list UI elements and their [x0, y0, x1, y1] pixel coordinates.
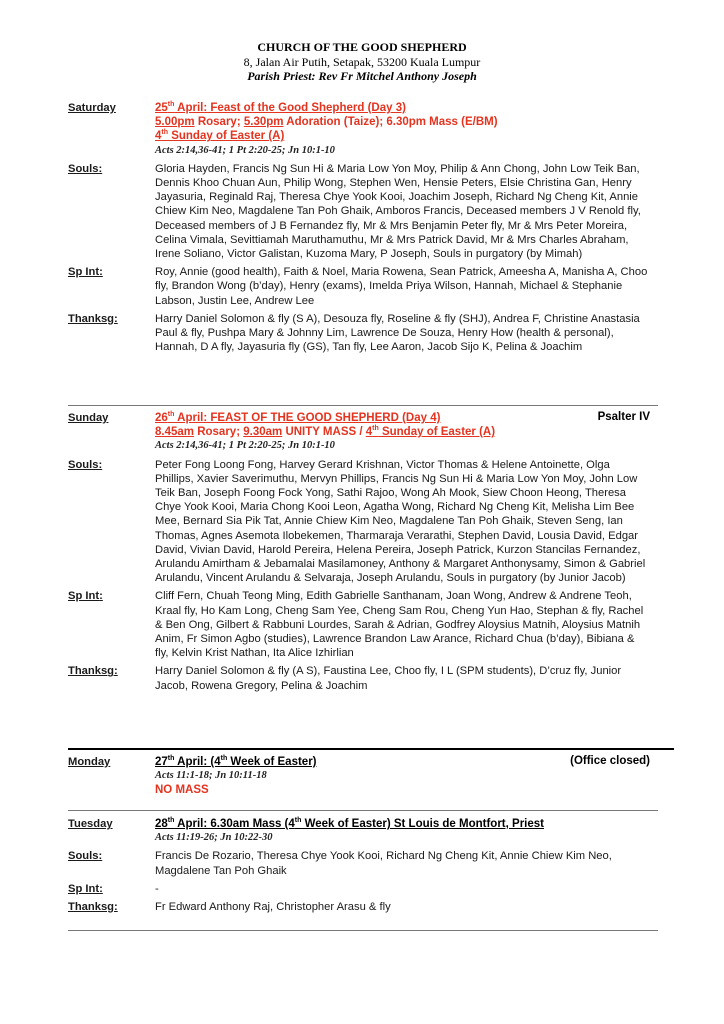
saturday-thanksg: Harry Daniel Solomon & fly (S A), Desouza fly, Roseline & fly (SHJ), Andrea F, Christine Anastasia Paul & fly, Pushpa Mary & Johnny Lim, Lawrence De Souza, Henry How (health & personal), Hannah, D A fly, Jayasuria fly (GS), Tan fly, Lee Aaron, Jacob Sijo K, Pelina & Joachim: [155, 312, 640, 354]
tuesday-souls-row: Souls: Francis De Rozario, Theresa Chye Yook Kooi, Richard Ng Cheng Kit, Annie Chiew Kim Neo, Magdalene Tan Poh Ghaik: [68, 849, 650, 877]
day-label-sunday: Sunday: [68, 412, 109, 424]
sunday-spint-row: Sp Int: Cliff Fern, Chuah Teong Ming, Edith Gabrielle Santhanam, Joan Wong, Andrew & Andrene Teoh, Kraal fly, Ho Kam Long, Cheng Sam Yee, Cheng Sam Rou, Cheng Yun Hao, Stephan & fly, Rachel & Ben Ong, Gilbert & Rabbuni Lourdes, Sarah & Adrian, Godfrey Aloysius Matnih, Aloysius Matnih Anim, Fr Simon Agbo (studies), Lawrence Brandon Law Arance, Richard Chua (b’day), Bibiana & fly, Kelvin Krist Nathan, Ita Alice Izhirlian: [68, 589, 650, 660]
saturday-souls: Gloria Hayden, Francis Ng Sun Hi & Maria Low Yon Moy, Philip & Ann Chong, John Low Teik Ban, Dennis Khoo Chuan Aun, Philip Wong, Stephen Wen, Hensie Peters, Elsie Christina Gan, Henry Jayasuria, Reginald Raj, Theresa Chye Yook Kooi, Joachim Joseph, Richard Ng Cheng Kit, Annie Chiew Kim Neo, Magdalene Tan Poh Ghaik, Amboros Francis, Deceased members J V Renold fly, Deceased members of J B Fernandez fly, Mr & Mrs Benjamin Peter fly, Mr & Mrs Peter Moreira, Celina Vimala, Sevittiamah Maruthamuthu, Mr & Mrs Patrick David, Mr & Mrs Charles Abraham, Irene Soliano, Victor Galistan, Kuzoma Mary, P Joseph, Souls in purgatory (by Mimah): [155, 162, 641, 261]
saturday-spint-row: Sp Int: Roy, Annie (good health), Faith & Noel, Maria Rowena, Sean Patrick, Ameesha A, Manisha A, Choo fly, Brandon Wong (b’day), Henry (exams), Imelda Priya Wilson, Hannah, Michael & Stephanie Labson, Justin Lee, Andrew Lee: [68, 265, 650, 308]
no-mass-note: NO MASS: [155, 784, 209, 797]
saturday-title-row: [68, 101, 650, 158]
tuesday-sp-int: -: [155, 882, 159, 895]
divider: [68, 810, 658, 811]
sunday-title: 26th April: FEAST OF THE GOOD SHEPHERD (Day 4) 8.45am Rosary; 9.30am UNITY MASS / 4th Sunday of Easter (A) Acts 2:14,36-41; 1 Pt 2:20-25; Jn 10:1-10: [155, 411, 650, 454]
sunday-thanksg: Harry Daniel Solomon & fly (A S), Faustina Lee, Choo fly, I L (SPM students), D’cruz fly, Junior Jacob, Rowena Gregory, Pelina & Joachim: [155, 665, 622, 692]
sunday-thanksg-row: Thanksg: Harry Daniel Solomon & fly (A S), Faustina Lee, Choo fly, I L (SPM students), D’cruz fly, Junior Jacob, Rowena Gregory, Pelina & Joachim: [68, 664, 650, 692]
monday-title-row: [68, 755, 650, 798]
day-label-tuesday: Tuesday: [68, 818, 113, 830]
church-address: 8, Jalan Air Putih, Setapak, 53200 Kuala Lumpur: [243, 55, 481, 69]
psalter-label: Psalter IV: [597, 411, 650, 423]
tuesday-title-row: [68, 817, 650, 845]
tuesday-thanksg-row: Thanksg: Fr Edward Anthony Raj, Christopher Arasu & fly: [68, 900, 650, 914]
sunday-title-row: [68, 411, 650, 454]
monday-section: [68, 755, 650, 802]
divider: [68, 405, 658, 406]
office-closed-label: (Office closed): [570, 755, 650, 767]
sunday-sp-int: Cliff Fern, Chuah Teong Ming, Edith Gabrielle Santhanam, Joan Wong, Andrew & Andrene Teoh, Kraal fly, Ho Kam Long, Cheng Sam Yee, Cheng Sam Rou, Cheng Yun Hao, Stephan & fly, Rachel & Ben Ong, Gilbert & Rabbuni Lourdes, Sarah & Adrian, Godfrey Aloysius Matnih, Aloysius Matnih Anim, Fr Simon Agbo (studies), Lawrence Brandon Law Arance, Richard Chua (b’day), Bibiana & fly, Kelvin Krist Nathan, Ita Alice Izhirlian: [155, 590, 644, 660]
day-label-saturday: Saturday: [68, 102, 116, 114]
monday-readings: Acts 11:1-18; Jn 10:11-18: [155, 770, 267, 782]
tuesday-title: 28th April: 6.30am Mass (4th Week of Easter) St Louis de Montfort, Priest Acts 11:19-26; Jn 10:22-30: [155, 817, 650, 845]
sunday-souls-row: Souls: Peter Fong Loong Fong, Harvey Gerard Krishnan, Victor Thomas & Helene Antoinette, Olga Phillips, Xavier Saverimuthu, Mervyn Phillips, Francis Ng Sun Hi & Maria Low Yon Moy, John Low Teik Ban, Joseph Foong Fock Yong, Sathi Rajoo, Wong Ah Mook, Siew Choon Heong, Theresa Chye Yook Kooi, Maria Chong Kooi Leon, Agatha Wong, Richard Ng Cheng Kit, Melisha Lim Bee Mee, Bernard Sia Pik Tat, Annie Chiew Kim Neo, Magdalene Tan Poh Ghaik, Steven Seng, Ian Thomas, Agnes Asemota Ilobekemen, Tharmaraja Verarathi, Stephen David, Lousia David, Edgar David, Vivian David, Harold Pereira, Helena Pereira, Joseph Patrick, Kurzon Stancilas Fernandez, Arulandu Amirtham & Jebamalai Masilamoney, Anthony & Margaret Anthonysamy, Simon & Gabriel Arulandu, Vincent Arulandu & Selvaraja, Joseph Arulandu, Souls in purgatory (by Junior Jacob): [68, 458, 650, 586]
sunday-readings: Acts 2:14,36-41; 1 Pt 2:20-25; Jn 10:1-10: [155, 440, 335, 452]
divider: [68, 748, 674, 750]
tuesday-thanksg: Fr Edward Anthony Raj, Christopher Arasu & fly: [155, 901, 391, 914]
tuesday-spint-row: Sp Int: -: [68, 882, 650, 896]
saturday-thanksg-row: Thanksg: Harry Daniel Solomon & fly (S A), Desouza fly, Roseline & fly (SHJ), Andrea F, Christine Anastasia Paul & fly, Pushpa Mary & Johnny Lim, Lawrence De Souza, Henry How (health & personal), Hannah, D A fly, Jayasuria fly (GS), Tan fly, Lee Aaron, Jacob Sijo K, Pelina & Joachim: [68, 312, 650, 355]
parish-priest: Parish Priest: Rev Fr Mitchel Anthony Joseph: [247, 69, 477, 83]
tuesday-readings: Acts 11:19-26; Jn 10:22-30: [155, 832, 273, 844]
sunday-souls: Peter Fong Loong Fong, Harvey Gerard Krishnan, Victor Thomas & Helene Antoinette, Olga Phillips, Xavier Saverimuthu, Mervyn Phillips, Francis Ng Sun Hi & Maria Low Yon Moy, John Low Teik Ban, Joseph Foong Fock Yong, Sathi Rajoo, Wong Ah Mook, Siew Choon Heong, Theresa Chye Yook Kooi, Maria Chong Kooi Leon, Agatha Wong, Richard Ng Cheng Kit, Melisha Lim Bee Mee, Bernard Sia Pik Tat, Annie Chiew Kim Neo, Magdalene Tan Poh Ghaik, Steven Seng, Ian Thomas, Agnes Asemota Ilobekemen, Tharmaraja Verarathi, Stephen David, Lousia David, Edgar David, Vivian David, Harold Pereira, Helena Pereira, Joseph Patrick, Kurzon Stancilas Fernandez, Arulandu Amirtham & Jebamalai Masilamoney, Anthony & Margaret Anthonysamy, Simon & Gabriel Arulandu, Vincent Arulandu & Selvaraja, Joseph Arulandu, Souls in purgatory (by Junior Jacob): [155, 458, 646, 585]
saturday-readings: Acts 2:14,36-41; 1 Pt 2:20-25; Jn 10:1-10: [155, 144, 335, 156]
day-label-monday: Monday: [68, 756, 111, 768]
saturday-section: [68, 101, 650, 358]
monday-title: 27th April: (4th Week of Easter) Acts 11:1-18; Jn 10:11-18 NO MASS: [155, 755, 650, 798]
tuesday-section: [68, 817, 650, 918]
saturday-title: 25th April: Feast of the Good Shepherd (Day 3) 5.00pm Rosary; 5.30pm Adoration (Taize); 6.30pm Mass (E/BM) 4th Sunday of Easter (A) Acts 2:14,36-41; 1 Pt 2:20-25; Jn 10:1-10: [155, 101, 650, 158]
church-name: CHURCH OF THE GOOD SHEPHERD: [257, 40, 467, 54]
saturday-sp-int: Roy, Annie (good health), Faith & Noel, Maria Rowena, Sean Patrick, Ameesha A, Manisha A, Choo fly, Brandon Wong (b’day), Henry (exams), Imelda Priya Wilson, Hannah, Michael & Stephanie Labson, Justin Lee, Andrew Lee: [155, 266, 648, 307]
sunday-section: [68, 411, 650, 697]
tuesday-souls: Francis De Rozario, Theresa Chye Yook Kooi, Richard Ng Cheng Kit, Annie Chiew Kim Neo, Magdalene Tan Poh Ghaik: [155, 850, 612, 877]
saturday-souls-row: Souls: Gloria Hayden, Francis Ng Sun Hi & Maria Low Yon Moy, Philip & Ann Chong, John Low Teik Ban, Dennis Khoo Chuan Aun, Philip Wong, Stephen Wen, Hensie Peters, Elsie Christina Gan, Henry Jayasuria, Reginald Raj, Theresa Chye Yook Kooi, Joachim Joseph, Richard Ng Cheng Kit, Annie Chiew Kim Neo, Magdalene Tan Poh Ghaik, Amboros Francis, Deceased members J V Renold fly, Deceased members of J B Fernandez fly, Mr & Mrs Benjamin Peter fly, Mr & Mrs Peter Moreira, Celina Vimala, Sevittiamah Maruthamuthu, Mr & Mrs Patrick David, Mr & Mrs Charles Abraham, Irene Soliano, Victor Galistan, Kuzoma Mary, P Joseph, Souls in purgatory (by Mimah): [68, 162, 650, 261]
divider: [68, 930, 658, 931]
